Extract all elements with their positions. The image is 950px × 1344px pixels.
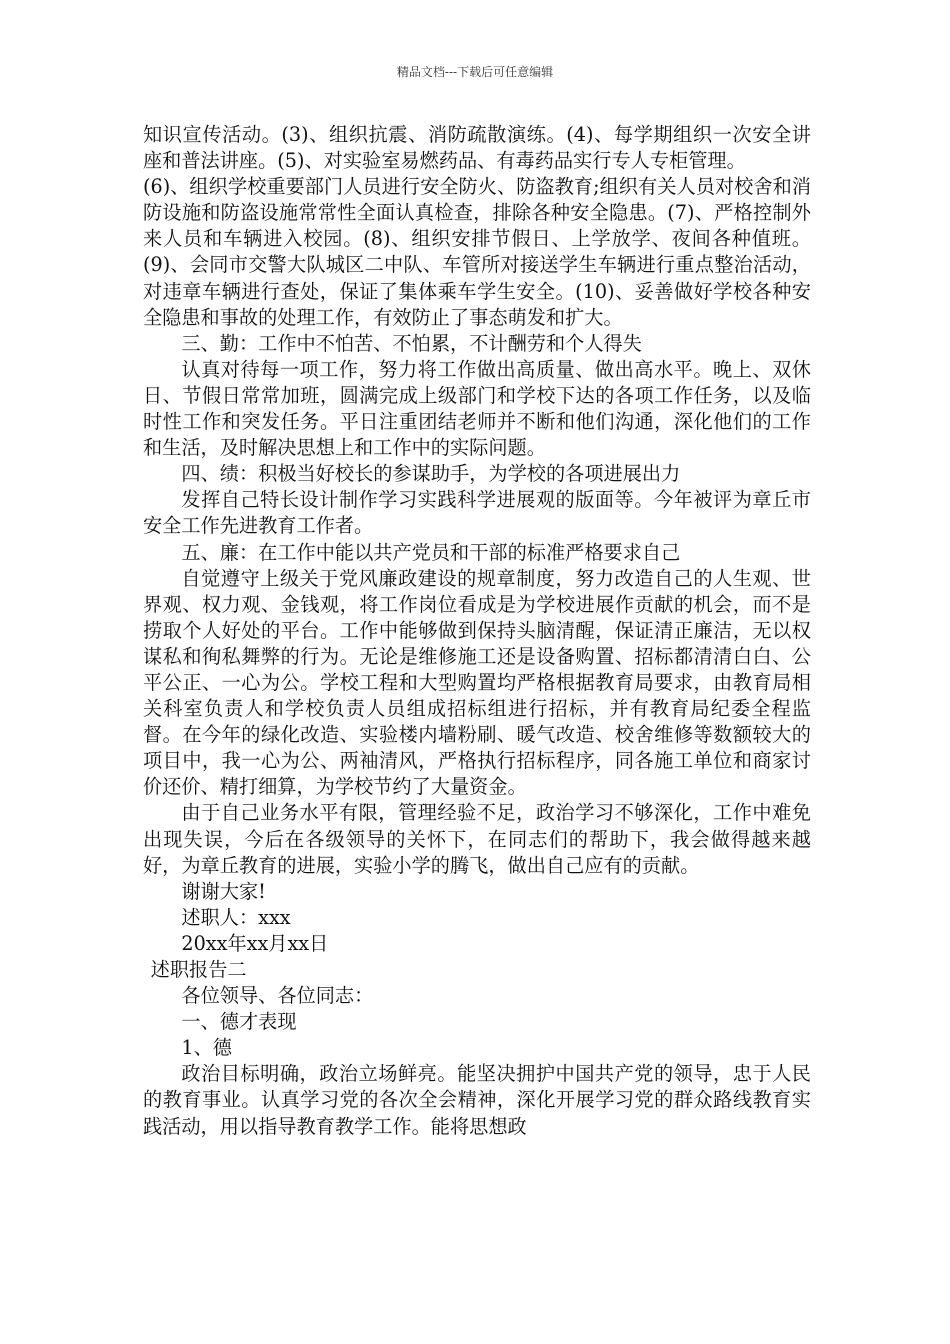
document-body [143, 122, 811, 1140]
paragraph-morality: 政治目标明确，政治立场鲜亮。能坚决拥护中国共产党的领导，忠于人民的教育事业。认真学习党的各次全会精神，深化开展学习党的群众路线教育实践活动，用以指导教育教学工作。能将思想政 [143, 1062, 811, 1138]
paragraph-safety-measures: (6)、组织学校重要部门人员进行安全防火、防盗教育;组织有关人员对校舍和消防设施和防盗设施常常性全面认真检查，排除各种安全隐患。(7)、严格控制外来人员和车辆进入校园。(8)、组织安排节假日、上学放学、夜间各种值班。(9)、会同市交警大队城区二中队、车管所对接送学生车辆进行重点整治活动，对违章车辆进行查处，保证了集体乘车学生安全。(10)、妥善做好学校各种安全隐患和事故的处理工作，有效防止了事态萌发和扩大。 [143, 175, 811, 329]
heading-diligence: 三、勤：工作中不怕苦、不怕累，不计酬劳和个人得失 [181, 331, 642, 355]
greeting-line: 各位领导、各位同志： [181, 984, 374, 1008]
paragraph-conclusion: 由于自己业务水平有限，管理经验不足，政治学习不够深化，工作中难免出现失误，今后在各级领导的关怀下，在同志们的帮助下，我会做得越来越好，为章丘教育的进展，实验小学的腾飞，做出自己应有的贡献。 [143, 801, 811, 877]
report-two-title: 述职报告二 [150, 958, 247, 981]
paragraph-safety-activities: 知识宣传活动。(3)、组织抗震、消防疏散演练。(4)、每学期组织一次安全讲座和普法讲座。(5)、对实验室易燃药品、有毒药品实行专人专柜管理。 [143, 123, 811, 173]
paragraph-achievements: 发挥自己特长设计制作学习实践科学进展观的版面等。今年被评为章丘市安全工作先进教育工作者。 [143, 488, 811, 538]
subheading-morality: 1、德 [181, 1036, 232, 1060]
thanks-line: 谢谢大家! [181, 879, 266, 903]
date-line: 20xx年xx月xx日 [181, 931, 329, 955]
section-heading-performance: 一、德才表现 [181, 1010, 297, 1034]
heading-achievements: 四、绩：积极当好校长的参谋助手，为学校的各项进展出力 [181, 462, 681, 486]
page-header: 精品文档---下载后可任意编辑 [396, 65, 554, 79]
signer-line: 述职人：xxx [181, 905, 291, 929]
paragraph-integrity: 自觉遵守上级关于党风廉政建设的规章制度，努力改造自己的人生观、世界观、权力观、金钱观，将工作岗位看成是为学校进展作贡献的机会，而不是捞取个人好处的平台。工作中能够做到保持头脑清醒，保证清正廉洁，无以权谋私和徇私舞弊的行为。无论是维修施工还是设备购置、招标都清清白白、公平公正、一心为公。学校工程和大型购置均严格根据教育局要求，由教育局相关科室负责人和学校负责人员组成招标组进行招标，并有教育局纪委全程监督。在今年的绿化改造、实验楼内墙粉刷、暖气改造、校舍维修等数额较大的项目中，我一心为公、两袖清风，严格执行招标程序，同各施工单位和商家讨价还价、精打细算，为学校节约了大量资金。 [143, 566, 811, 799]
heading-integrity: 五、廉：在工作中能以共产党员和干部的标准严格要求自己 [181, 540, 681, 564]
paragraph-diligence: 认真对待每一项工作，努力将工作做出高质量、做出高水平。晚上、双休日、节假日常常加班，圆满完成上级部门和学校下达的各项工作任务，以及临时性工作和突发任务。平日注重团结老师并不断和他们沟通，深化他们的工作和生活，及时解决思想上和工作中的实际问题。 [143, 357, 811, 460]
